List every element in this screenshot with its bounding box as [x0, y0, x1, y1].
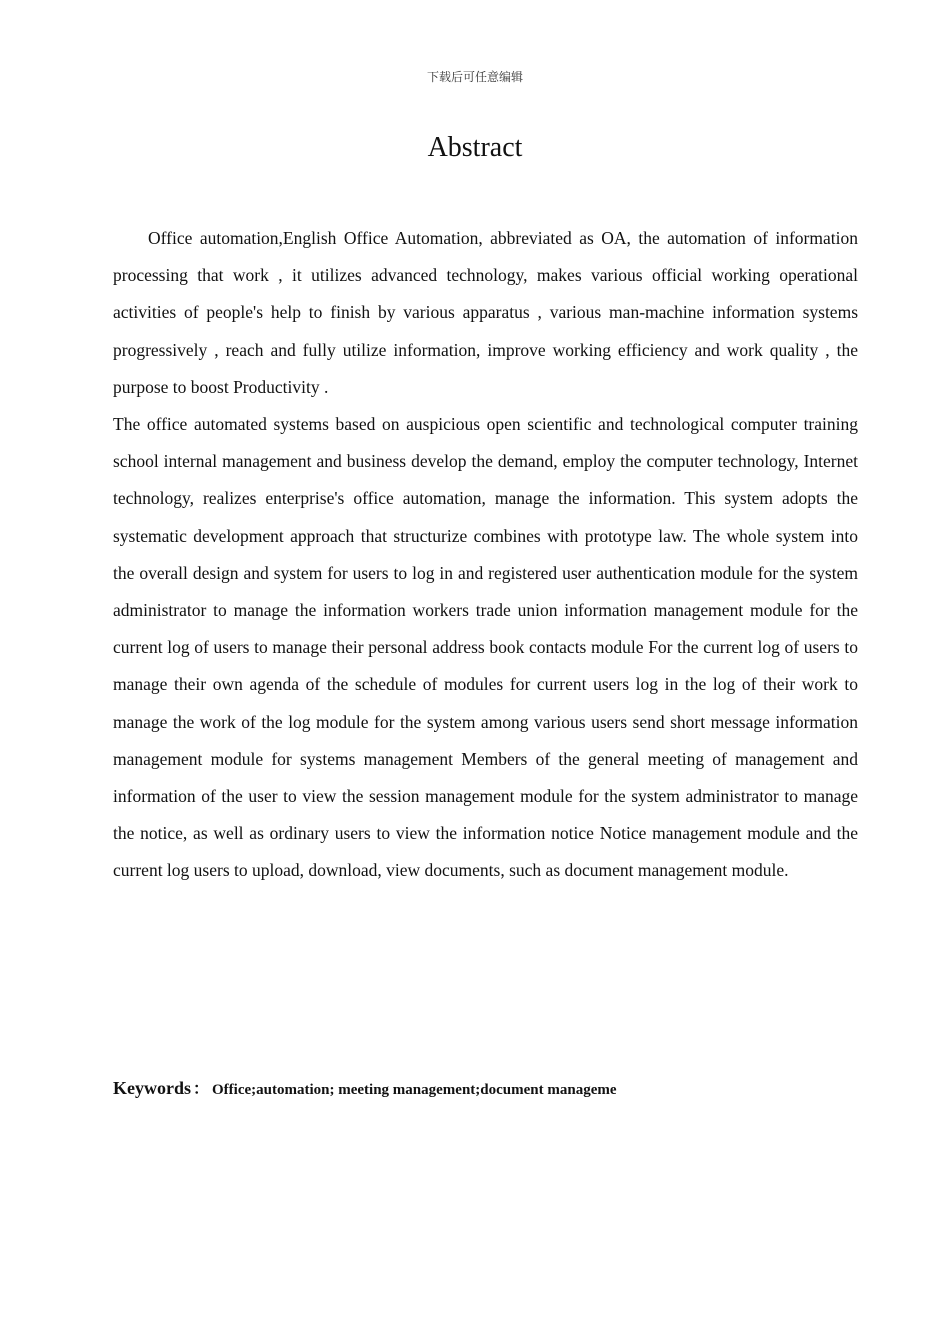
abstract-paragraph-1: Office automation,English Office Automation, abbreviated as OA, the automation of information processing that work , it utilizes advanced technology, makes various official working operational activities of people's help to finish by various apparatus , various man-machine information systems progressively , reach and fully utilize information, improve working efficiency and work quality , the purpose to boost Productivity . — [113, 228, 858, 397]
header-note: 下载后可任意编辑 — [426, 70, 523, 84]
abstract-body — [113, 220, 858, 890]
abstract-paragraph-2: The office automated systems based on auspicious open scientific and technological computer training school internal management and business develop the demand, employ the computer technology, Internet technology, realizes enterprise's office automation, manage the information. This system adopts the systematic development approach that structurize combines with prototype law. The whole system into the overall design and system for users to log in and registered user authentication module for the system administrator to manage the information workers trade union information management module for the current log of users to manage their personal address book contacts module For the current log of users to manage their own agenda of the schedule of modules for current users log in the log of their work to manage the work of the log module for the system among various users send short message information management module for systems management Members of the general meeting of management and information of the user to view the session management module for the system administrator to manage the notice, as well as ordinary users to view the information notice Notice management module and the current log users to upload, download, view documents, such as document management module. — [113, 414, 858, 881]
keywords-value: Office;automation; meeting management;document manageme — [212, 1082, 617, 1098]
page-title: Abstract — [427, 132, 523, 163]
keywords-separator: ： — [193, 1079, 210, 1098]
keywords-label: Keywords — [113, 1078, 191, 1098]
keywords-line — [113, 1076, 858, 1099]
